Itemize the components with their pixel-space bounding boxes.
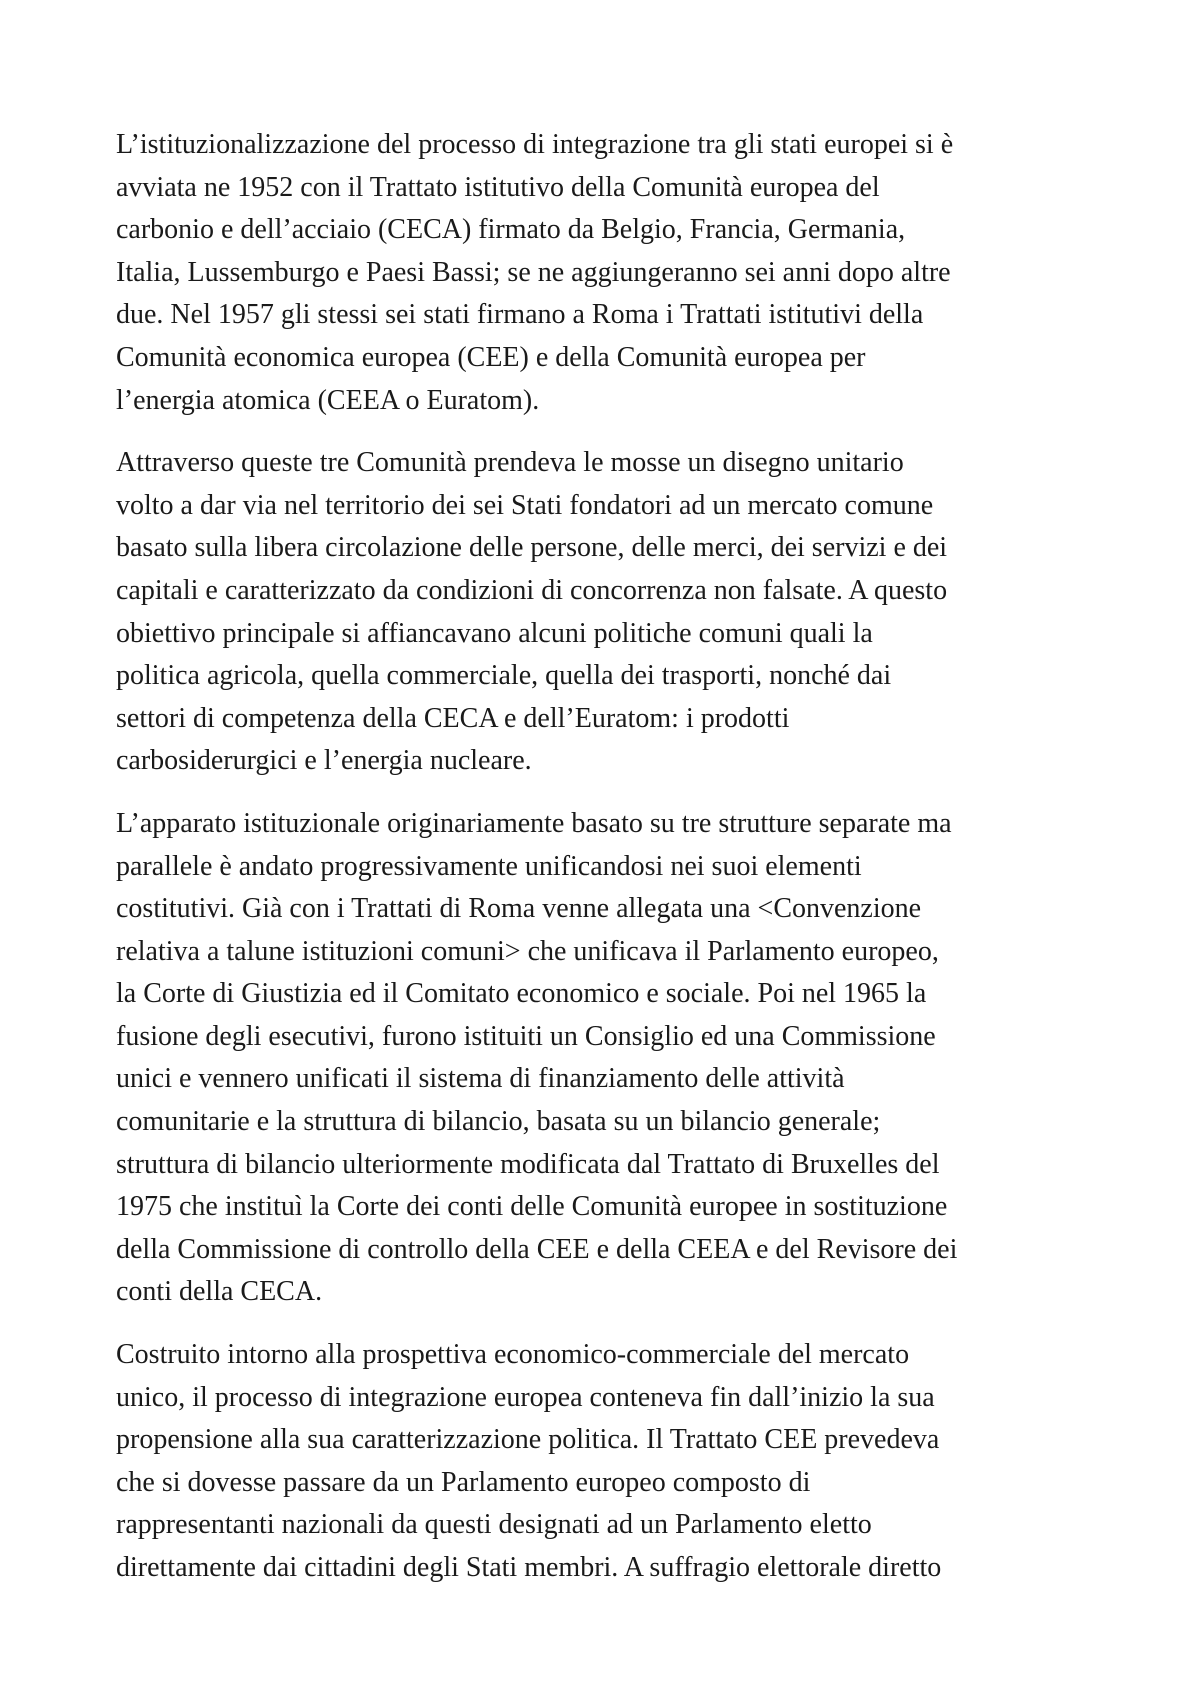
text-line: la Corte di Giustizia ed il Comitato economico e sociale. Poi nel 1965 la (116, 978, 927, 1010)
text-line: Comunità economica europea (CEE) e della Comunità europea per (116, 341, 866, 373)
text-line: fusione degli esecutivi, furono istituiti un Consiglio ed una Commissione (116, 1020, 936, 1052)
text-line: carbosiderurgici e l’energia nucleare. (116, 745, 532, 777)
paragraph-1 (116, 124, 1112, 422)
text-line: conti della CECA. (116, 1276, 323, 1308)
text-line: obiettivo principale si affiancavano alcuni politiche comuni quali la (116, 617, 873, 649)
text-line: L’apparato istituzionale originariamente basato su tre strutture separate ma (116, 807, 952, 839)
paragraph-2 (116, 442, 1112, 783)
paragraph-4 (116, 1334, 1112, 1590)
text-line: 1975 che instituì la Corte dei conti delle Comunità europee in sostituzione (116, 1191, 948, 1223)
text-line: rappresentanti nazionali da questi designati ad un Parlamento eletto (116, 1509, 872, 1541)
text-line: volto a dar via nel territorio dei sei Stati fondatori ad un mercato comune (116, 489, 934, 521)
text-line: carbonio e dell’acciaio (CECA) firmato da Belgio, Francia, Germania, (116, 214, 906, 246)
text-line: L’istituzionalizzazione del processo di integrazione tra gli stati europei si è (116, 129, 954, 160)
text-line: comunitarie e la struttura di bilancio, basata su un bilancio generale; (116, 1106, 881, 1138)
text-line: l’energia atomica (CEEA o Euratom). (116, 384, 540, 416)
paragraph-3 (116, 803, 1112, 1314)
text-line: due. Nel 1957 gli stessi sei stati firmano a Roma i Trattati istitutivi della (116, 299, 924, 331)
text-line: struttura di bilancio ulteriormente modificata dal Trattato di Bruxelles del (116, 1148, 940, 1180)
text-line: che si dovesse passare da un Parlamento europeo composto di (116, 1466, 811, 1498)
text-line: parallele è andato progressivamente unificandosi nei suoi elementi (116, 850, 862, 882)
text-line: costitutivi. Già con i Trattati di Roma venne allegata una <Convenzione (116, 893, 922, 925)
text-line: settori di competenza della CECA e dell’Euratom: i prodotti (116, 702, 790, 734)
text-line: basato sulla libera circolazione delle persone, delle merci, dei servizi e dei (116, 532, 948, 564)
text-line: relativa a talune istituzioni comuni> che unificava il Parlamento europeo, (116, 935, 939, 967)
text-line: direttamente dai cittadini degli Stati membri. A suffragio elettorale diretto (116, 1552, 942, 1583)
text-line: unico, il processo di integrazione europea conteneva fin dall’inizio la sua (116, 1381, 935, 1413)
text-line: propensione alla sua caratterizzazione politica. Il Trattato CEE prevedeva (116, 1424, 940, 1456)
text-line: Attraverso queste tre Comunità prendeva le mosse un disegno unitario (116, 447, 904, 479)
text-line: capitali e caratterizzato da condizioni di concorrenza non falsate. A questo (116, 574, 948, 606)
text-line: Costruito intorno alla prospettiva economico-commerciale del mercato (116, 1339, 910, 1371)
text-line: Italia, Lussemburgo e Paesi Bassi; se ne aggiungeranno sei anni dopo altre (116, 256, 951, 288)
text-line: della Commissione di controllo della CEE e della CEEA e del Revisore dei (116, 1233, 958, 1265)
text-line: unici e vennero unificati il sistema di finanziamento delle attività (116, 1063, 845, 1095)
text-line: politica agricola, quella commerciale, quella dei trasporti, nonché dai (116, 660, 892, 692)
text-line: avviata ne 1952 con il Trattato istitutivo della Comunità europea del (116, 171, 880, 203)
